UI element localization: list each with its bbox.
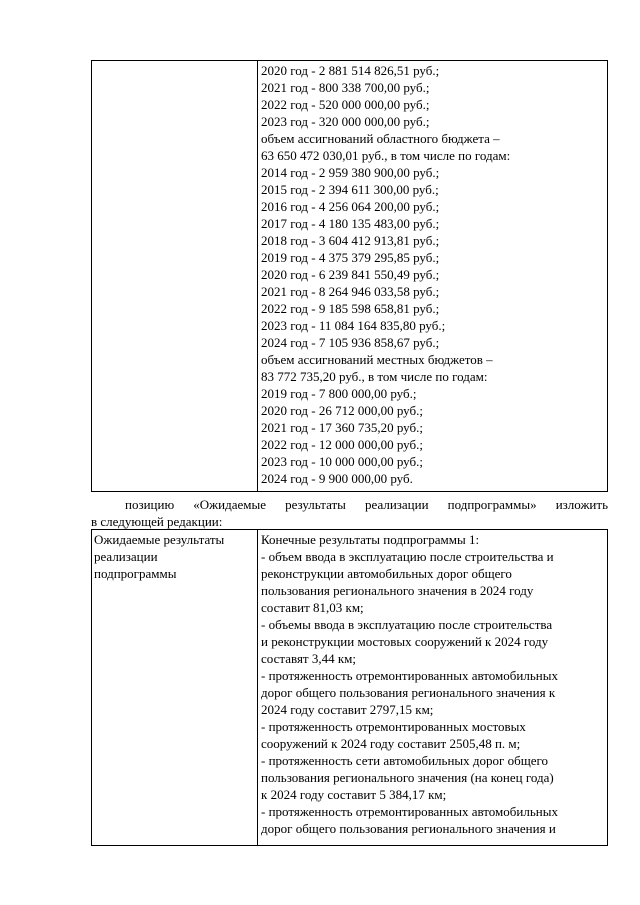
- result-line: 2024 году составит 2797,15 км;: [261, 702, 434, 717]
- funding-line: 2022 год - 9 185 598 658,81 руб.;: [261, 301, 440, 316]
- result-line: составит 81,03 км;: [261, 600, 364, 615]
- result-line: дорог общего пользования регионального значения и: [261, 821, 556, 836]
- funding-line: 2024 год - 7 105 936 858,67 руб.;: [261, 335, 440, 350]
- instruction-paragraph-line1: позицию «Ожидаемые результаты реализации подпрограммы» изложить: [125, 497, 608, 512]
- funding-line: 2018 год - 3 604 412 913,81 руб.;: [261, 233, 440, 248]
- funding-line: 2017 год - 4 180 135 483,00 руб.;: [261, 216, 440, 231]
- result-line: Конечные результаты подпрограммы 1:: [261, 532, 480, 547]
- result-line: составят 3,44 км;: [261, 651, 357, 666]
- result-line: дорог общего пользования регионального значения к: [261, 685, 556, 700]
- funding-line: 63 650 472 030,01 руб., в том числе по годам:: [261, 148, 511, 163]
- label-line: реализации: [94, 549, 158, 564]
- result-line: - протяженность сети автомобильных дорог общего: [261, 753, 548, 768]
- result-line: - объемы ввода в эксплуатацию после строительства: [261, 617, 553, 632]
- funding-table-label-cell: [92, 61, 258, 491]
- funding-table: [91, 60, 608, 492]
- funding-line: 2020 год - 26 712 000,00 руб.;: [261, 403, 423, 418]
- funding-line: 2024 год - 9 900 000,00 руб.: [261, 471, 413, 486]
- instruction-paragraph-line2: в следующей редакции:: [91, 514, 223, 529]
- label-line: подпрограммы: [94, 566, 177, 581]
- funding-line: 2021 год - 800 338 700,00 руб.;: [261, 80, 430, 95]
- result-line: к 2024 году составит 5 384,17 км;: [261, 787, 447, 802]
- result-line: - протяженность отремонтированных мостовых: [261, 719, 526, 734]
- expected-results-value-cell: [258, 530, 607, 845]
- result-line: реконструкции автомобильных дорог общего: [261, 566, 512, 581]
- result-line: и реконструкции мостовых сооружений к 2024 году: [261, 634, 549, 649]
- funding-line: 2021 год - 17 360 735,20 руб.;: [261, 420, 423, 435]
- funding-table-value-cell: [258, 61, 607, 491]
- result-line: пользования регионального значения (на конец года): [261, 770, 554, 785]
- funding-line: 2023 год - 320 000 000,00 руб.;: [261, 114, 430, 129]
- funding-line: 2022 год - 520 000 000,00 руб.;: [261, 97, 430, 112]
- result-line: - протяженность отремонтированных автомобильных: [261, 668, 558, 683]
- funding-line: 83 772 735,20 руб., в том числе по годам:: [261, 369, 488, 384]
- funding-line: 2019 год - 4 375 379 295,85 руб.;: [261, 250, 440, 265]
- result-line: - протяженность отремонтированных автомобильных: [261, 804, 558, 819]
- funding-line: 2023 год - 11 084 164 835,80 руб.;: [261, 318, 446, 333]
- funding-line: объем ассигнований местных бюджетов –: [261, 352, 493, 367]
- expected-results-label-cell: [92, 530, 258, 845]
- result-line: пользования регионального значения в 2024 году: [261, 583, 534, 598]
- funding-line: объем ассигнований областного бюджета –: [261, 131, 500, 146]
- funding-line: 2019 год - 7 800 000,00 руб.;: [261, 386, 417, 401]
- funding-line: 2020 год - 6 239 841 550,49 руб.;: [261, 267, 440, 282]
- expected-results-table: [91, 529, 608, 846]
- funding-line: 2023 год - 10 000 000,00 руб.;: [261, 454, 423, 469]
- funding-line: 2021 год - 8 264 946 033,58 руб.;: [261, 284, 440, 299]
- label-line: Ожидаемые результаты: [94, 532, 225, 547]
- result-line: сооружений к 2024 году составит 2505,48 п. м;: [261, 736, 521, 751]
- funding-line: 2015 год - 2 394 611 300,00 руб.;: [261, 182, 439, 197]
- funding-line: 2016 год - 4 256 064 200,00 руб.;: [261, 199, 440, 214]
- funding-line: 2022 год - 12 000 000,00 руб.;: [261, 437, 423, 452]
- funding-line: 2020 год - 2 881 514 826,51 руб.;: [261, 63, 440, 78]
- result-line: - объем ввода в эксплуатацию после строительства и: [261, 549, 554, 564]
- funding-line: 2014 год - 2 959 380 900,00 руб.;: [261, 165, 440, 180]
